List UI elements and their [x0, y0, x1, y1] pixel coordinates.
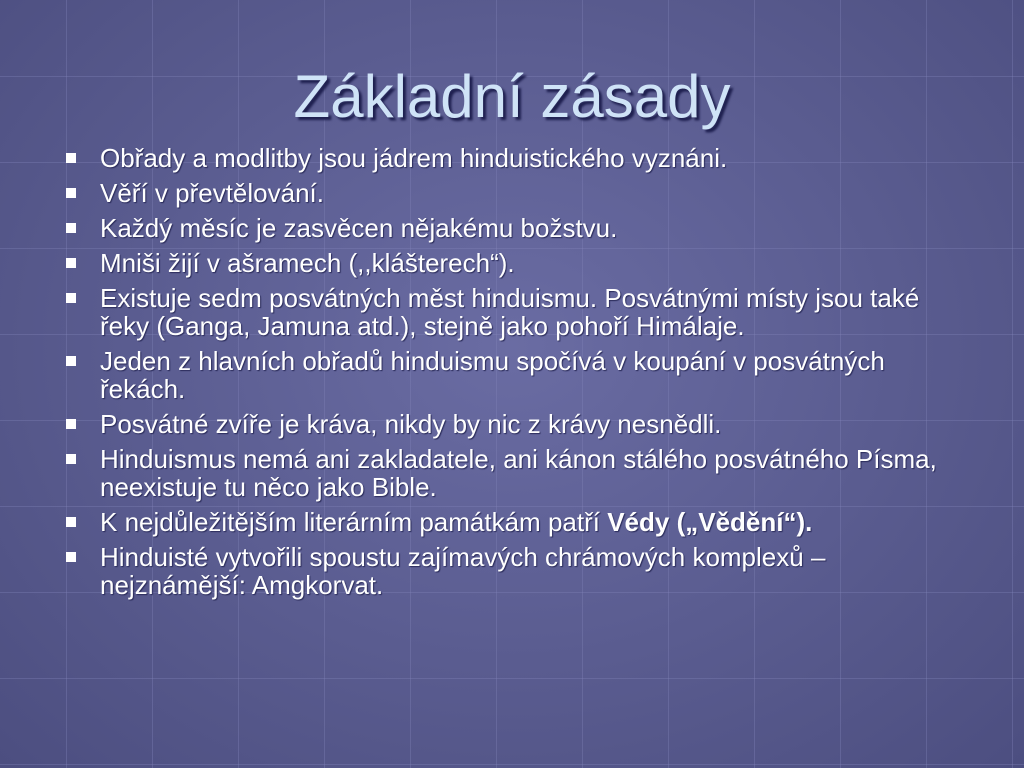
list-item-text: K nejdůležitějším literárním památkám patří	[100, 507, 608, 537]
square-bullet-icon	[66, 258, 76, 268]
square-bullet-icon	[66, 356, 76, 366]
list-item-text: Obřady a modlitby jsou jádrem hinduistického vyznáni.	[100, 143, 728, 173]
square-bullet-icon	[66, 552, 76, 562]
bullet-list	[62, 144, 962, 606]
list-item	[62, 445, 962, 501]
list-item	[62, 508, 962, 536]
list-item-bold-text: Védy („Vědění“).	[607, 507, 813, 537]
square-bullet-icon	[66, 188, 76, 198]
list-item	[62, 410, 962, 438]
list-item-text: Mniši žijí v ašramech (,,klášterech“).	[100, 248, 515, 278]
list-item-text: Hinduisté vytvořili spoustu zajímavých chrámových komplexů – nejznámější: Amgkorvat.	[100, 542, 826, 600]
square-bullet-icon	[66, 419, 76, 429]
square-bullet-icon	[66, 153, 76, 163]
list-item-text: Hinduismus nemá ani zakladatele, ani kánon stálého posvátného Písma, neexistuje tu něco jako Bible.	[100, 444, 937, 502]
square-bullet-icon	[66, 517, 76, 527]
slide-title: Základní zásady	[293, 63, 731, 130]
list-item-text: Existuje sedm posvátných měst hinduismu. Posvátnými místy jsou také řeky (Ganga, Jamuna atd.), stejně jako pohoří Himálaje.	[100, 283, 920, 341]
list-item	[62, 347, 962, 403]
list-item	[62, 179, 962, 207]
list-item-text: Jeden z hlavních obřadů hinduismu spočívá v koupání v posvátných řekách.	[100, 346, 885, 404]
square-bullet-icon	[66, 293, 76, 303]
list-item-text: Každý měsíc je zasvěcen nějakému božstvu.	[100, 213, 618, 243]
square-bullet-icon	[66, 223, 76, 233]
list-item	[62, 144, 962, 172]
list-item	[62, 249, 962, 277]
square-bullet-icon	[66, 454, 76, 464]
list-item	[62, 214, 962, 242]
list-item-text: Posvátné zvíře je kráva, nikdy by nic z krávy nesnědli.	[100, 409, 722, 439]
list-item	[62, 543, 962, 599]
list-item-text: Věří v převtělování.	[100, 178, 324, 208]
list-item	[62, 284, 962, 340]
